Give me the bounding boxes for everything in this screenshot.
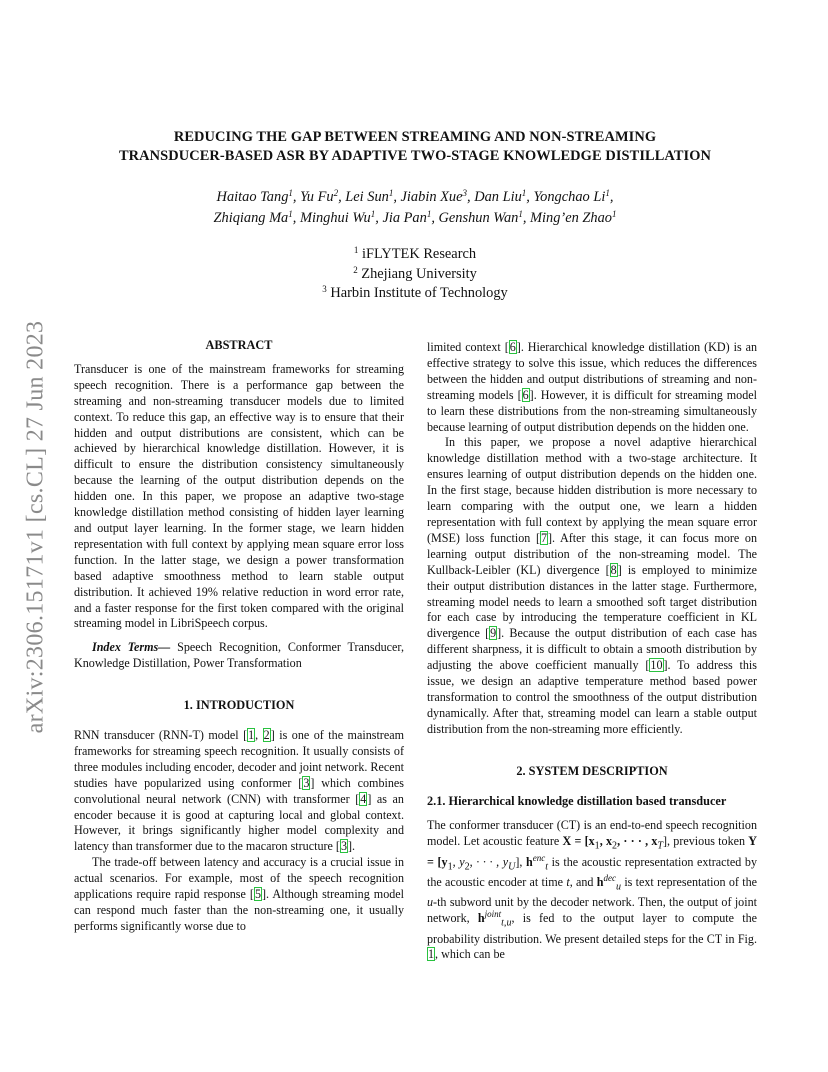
citation-link[interactable]: 7 [540,530,548,545]
text-run: ]. Although streaming model can respond much faster than the non-streaming one, it usually performs significantly worse due to [74,887,405,933]
text-run: , is fed to the output layer to compute the probability distribution. We present detailed steps for the CT in Fig. [427,911,757,946]
author-affiliation-sup: 1 [370,209,376,219]
citation-link[interactable]: 6 [509,340,516,354]
math-Y: ] [515,854,520,869]
author-line-2 [60,208,770,229]
affiliation-name: Zhejiang University [361,265,477,282]
abstract-text: Transducer is one of the mainstream frameworks for streaming speech recognition. There is a performance gap between the streaming and non-streaming transducer models due to limited context. To reduce this gap, an effective way is to ensure that their hidden and output distributions are consistent, which can be achieved by hierarchical knowledge distillation. However, it is difficult to ensure the distribution consistency simultaneously because the learning of the output distribution depends on the hidden one. In this paper, we propose an adaptive two-stage knowledge distillation method consisting of hidden layer learning and output layer learning. In the former stage, we learn hidden representation with full context by applying mean square error loss function. In the latter stage, we design a power transformation based adaptive smoothness method to learn stable output distribution. It achieved 19% relative reduction in word error rate, and a faster response for the first token compared with the original streaming model in LibriSpeech corpus. [74,361,404,631]
text-run: , [519,854,527,869]
author-name: Genshun Wan [438,210,519,226]
index-terms-label: Index Terms— [92,640,171,655]
author-separator: , [393,189,401,205]
math-Y: , y [452,854,465,869]
citation-link[interactable]: 4 [360,791,367,806]
author-list [60,187,770,229]
text-run: ] is employed to minimize their output distribution distances in the latter stage. Furthermore, streaming model needs to learn a smoothed soft target distribution for each case by introducing the temperature coefficient in KL divergence [ [427,562,757,641]
author-separator: , [467,189,475,205]
author-name: Zhiqiang Ma [213,210,289,226]
affiliation-1 [60,245,770,265]
index-terms [74,640,404,672]
arxiv-identifier-margin [16,292,56,762]
text-run: ]. To address this issue, we design an adaptive temperature method based power transformation to control the smoothness of the output distribution dynamically. After that, streaming model can learn a stable output distribution from the non-streaming more efficiently. [427,658,757,736]
text-run: , [255,728,263,743]
author-affiliation-sup: 1 [518,209,523,219]
author-separator: , [522,210,531,226]
math-sub: 1 [594,840,600,852]
author-affiliation-sup: 2 [333,188,339,198]
math-X: , x [599,834,613,849]
affiliation-3 [60,284,770,304]
math-X: , · · · , x [617,834,658,849]
text-run: is the acoustic representation extracted by the acoustic encoder at time [427,854,757,889]
affiliation-2 [60,265,770,285]
affiliation-sup: 1 [353,245,359,255]
math-sub: 2 [464,861,470,873]
author-name: Yu Fu [300,189,334,205]
subsection-heading: 2.1. Hierarchical knowledge distillation based transducer [427,793,727,808]
math-h: h [596,875,604,889]
math-Y: Y = [y [427,834,758,869]
citation-link[interactable]: 3 [340,839,347,854]
text-run: RNN transducer (RNN-T) model [ [74,728,248,743]
text-run: ]. Because the output distribution of each case has different sharpness, it is difficult to obtain a smooth distribution by adjusting the above coefficient manually [ [427,626,757,673]
figure-link[interactable]: 1 [428,947,435,962]
text-run: ]. After this stage, it can focus more on learning output distribution of the non-streaming model. The Kullback-Leibler (KL) divergence [ [427,530,757,577]
author-affiliation-sup: 1 [288,209,293,219]
citation-link[interactable]: 10 [650,658,663,673]
author-separator: , [375,210,383,226]
paper-title [60,128,770,166]
math-sub: 2 [612,840,618,852]
text-run: , which can be [435,947,505,962]
math-sub: 1 [447,861,453,873]
author-separator: , [292,210,300,226]
math-Y: , · · · , y [469,854,509,869]
left-column [74,338,404,935]
citation-link[interactable]: 1 [248,728,255,743]
author-affiliation-sup: 1 [521,188,527,198]
author-separator: , [609,189,614,205]
author-affiliation-sup: 1 [288,188,293,198]
citation-link[interactable]: 2 [263,728,270,743]
author-name: Ming’en Zhao [530,210,612,226]
math-sub: U [508,861,516,873]
affiliation-sup: 2 [353,264,358,275]
text-run: The trade-off between latency and accuracy is a crucial issue in actual scenarios. For example, most of the speech recognition applications require rapid response [ [74,855,404,902]
text-run: In this paper, we propose a novel adaptive hierarchical knowledge distillation method with a two-stage architecture. It ensures learning of output distribution depends on the hidden one. In the first stage, because hidden distribution is more necessary to learn comparing with the output one, we learn a hidden representation with full context by applying the mean square error (MSE) loss function [ [427,435,757,545]
citation-link[interactable]: 9 [490,626,497,641]
author-affiliation-sup: 1 [388,188,394,198]
math-sub: t [545,861,549,873]
math-sub: t,u [501,917,512,929]
math-sup: dec [603,873,616,883]
author-separator: , [526,189,534,205]
math-sup: joint [484,909,502,920]
affiliation-name: Harbin Institute of Technology [330,285,508,301]
author-affiliation-sup: 1 [612,209,617,219]
author-separator: , [292,189,301,205]
author-name: Minghui Wu [299,210,371,226]
index-terms-text: Speech Recognition, Conformer Transducer, Knowledge Distillation, Power Transformation [74,640,404,671]
intro-paragraph-3 [427,340,757,435]
affiliation-sup: 3 [322,284,327,294]
author-separator: , [338,189,346,205]
math-sup: enc [532,852,546,863]
abstract-heading: ABSTRACT [205,338,273,352]
author-name: Jia Pan [382,210,427,226]
text-run: The conformer transducer (CT) is an end-to-end speech recognition model. Let acoustic feature [427,818,757,849]
intro-paragraph-4 [427,435,757,737]
author-line-1 [60,187,770,208]
math-h: h [477,911,485,926]
math-h: h [526,854,533,869]
text-run: is text representation of the [621,875,757,889]
author-name: Lei Sun [345,189,389,205]
math-t: t [566,875,570,889]
text-run: , and [569,875,597,889]
math-u: u [427,895,434,910]
intro-paragraph-1 [74,728,404,855]
author-name: Yongchao Li [533,189,606,205]
author-affiliation-sup: 1 [605,188,610,198]
text-run: ]. [348,839,356,854]
author-name: Jiabin Xue [400,189,463,205]
citation-link[interactable]: 3 [303,775,310,790]
affiliation-name: iFLYTEK Research [362,246,477,262]
text-run: ] as an encoder because it is good at capturing local and global context. However, it brings significantly higher model complexity and latency than transformer due to the macaron structure [ [74,791,404,854]
system-description-text [427,818,757,963]
system-description-heading: 2. SYSTEM DESCRIPTION [516,763,668,778]
author-affiliation-sup: 3 [462,188,467,198]
text-run: , previous token [667,834,749,849]
title-line-1: REDUCING THE GAP BETWEEN STREAMING AND NON-STREAMING [173,129,657,145]
right-column [427,340,757,963]
math-sub: u [615,881,622,893]
math-sub: T [657,840,664,852]
text-run: ]. Hierarchical knowledge distillation (KD) is an effective strategy to solve this issue, which reduces the differences between the hidden and output distributions of streaming and non-streaming models [ [427,340,757,402]
citation-link[interactable]: 5 [254,887,261,902]
introduction-heading: 1. INTRODUCTION [183,698,295,713]
intro-paragraph-2 [74,855,404,935]
author-separator: , [431,210,439,226]
citation-link[interactable]: 8 [610,562,617,577]
citation-link[interactable]: 6 [522,387,529,402]
text-run: ] which combines convolutional neural network (CNN) with transformer [ [74,775,404,806]
author-affiliation-sup: 1 [426,209,432,219]
text-run: -th subword unit by the decoder network. Then, the output of joint network, [427,895,757,926]
author-name: Haitao Tang [216,189,289,205]
author-name: Dan Liu [474,189,522,205]
text-run: ]. However, it is difficult for streaming model to learn these distributions from the non-streaming simultaneously because learning of output distribution depends on the hidden one. [427,387,758,434]
math-X: X = [x [562,834,595,849]
text-run: ] is one of the mainstream frameworks for streaming speech recognition. It usually consists of three modules including encoder, decoder and joint network. Recent studies have popularized using conformer [ [74,728,404,790]
affiliations [60,245,770,304]
text-run: limited context [ [427,340,509,354]
arxiv-identifier[interactable]: arXiv:2306.15171v1 [cs.CL] 27 Jun 2023 [22,320,49,734]
title-line-2: TRANSDUCER-BASED ASR BY ADAPTIVE TWO-STAGE KNOWLEDGE DISTILLATION [118,148,712,164]
math-X: ] [663,834,668,849]
